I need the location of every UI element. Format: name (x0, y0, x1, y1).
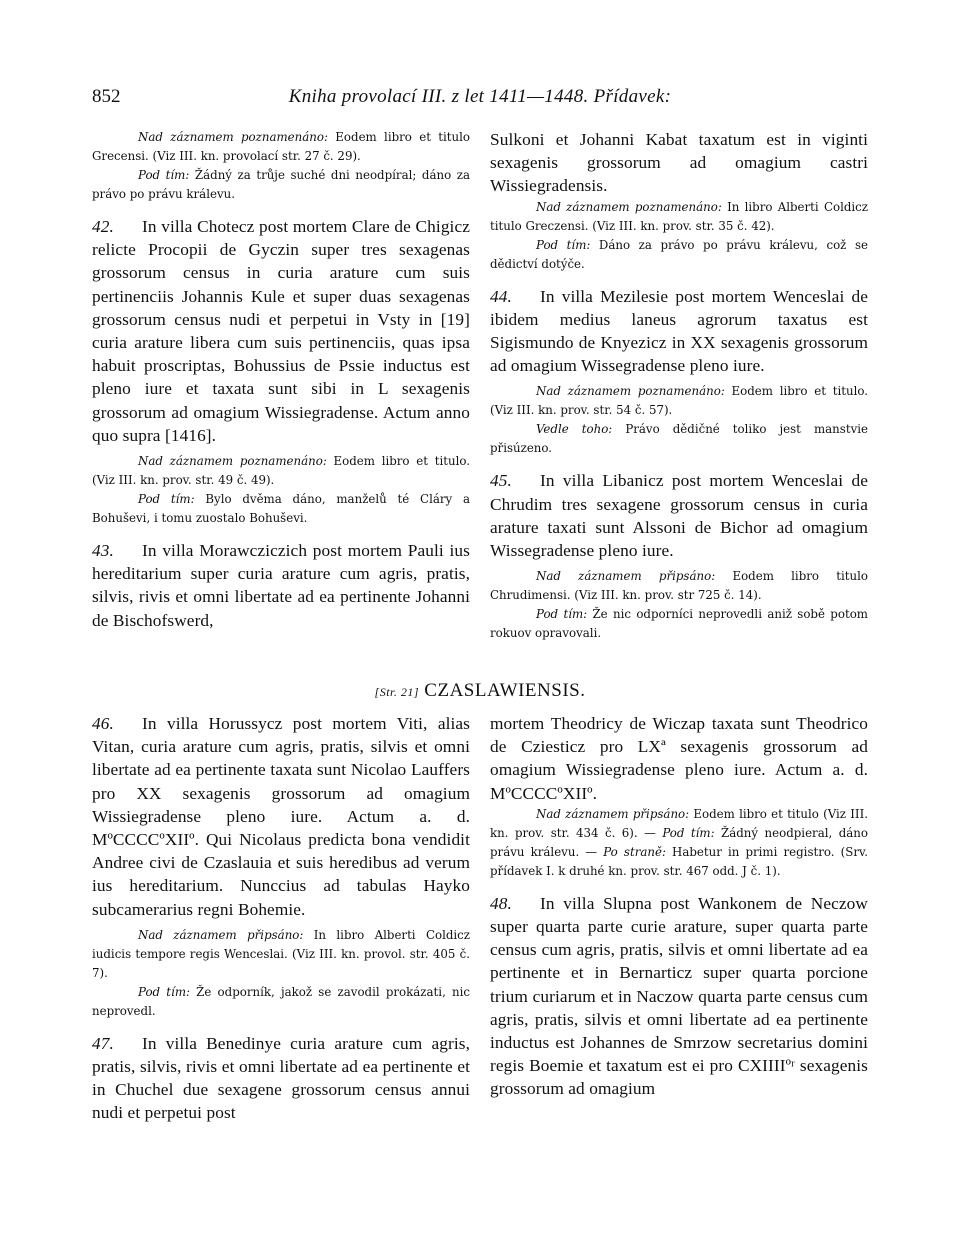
entry-number: 48. (490, 893, 512, 913)
page-number: 852 (92, 86, 121, 107)
note-text: Dáno za právo po právu králevu, což se dědictví dotýče. (490, 237, 868, 271)
footnote (92, 452, 470, 490)
entry-number: 45. (490, 471, 512, 491)
entry-text: In villa Benedinye curia arature cum agris, pratis, silvis, rivis et omni libertate ad ea pertinente et in Chuchel due sexagene grossorum census annui nudi et perpetui post (92, 1033, 470, 1123)
right-column-bottom (490, 712, 868, 1101)
note-text: Žádný neodpieral, dáno právu králevu. — (490, 825, 868, 859)
note-label: Pod tím: (138, 168, 190, 182)
note-label: Pod tím: (138, 984, 190, 999)
entry-number: 47. (92, 1033, 114, 1053)
footnote (92, 166, 470, 204)
entry-text: In villa Morawcziczich post mortem Pauli ius hereditarium super curia arature cum agris, pratis, silvis, rivis et omni libertate ad ea pertinente Johanni de Bischofswerd, (92, 541, 470, 630)
note-label: Nad záznamem poznamenáno: (536, 384, 725, 399)
footnote (490, 567, 868, 605)
footnote (490, 236, 868, 274)
entry-continuation: Sulkoni et Johanni Kabat taxatum est in viginti sexagenis grossorum ad omagium castri Wissiegradensis. (490, 130, 868, 196)
note-label: Pod tím: (536, 607, 588, 622)
section-page-ref: [Str. 21] (374, 685, 420, 699)
note-label: Po straně: (603, 844, 666, 859)
entry-43 (92, 539, 470, 632)
footnote (92, 490, 470, 528)
note-label: Pod tím: (536, 237, 591, 252)
entry-number: 46. (92, 714, 114, 733)
entry-text: In villa Chotecz post mortem Clare de Chigicz relicte Procopii de Gyczin super tres sexagenas grossorum census in curia arature cum suis pertinenciis Johannis Kule et super duas sexagenas grossorum census nudi et perpetui in Vsty in [19] curia arature libera cum suis pertinenciis, quas ipsa habuit proscriptas, Bohussius de Pssie inductus est pleno iure et taxata sunt sibi in L sexagenis grossorum ad omagium Wissiegradense. Actum anno quo supra [1416]. (92, 217, 470, 445)
left-column-bottom (92, 712, 470, 1125)
footnote (490, 805, 868, 881)
entry-number: 44. (490, 286, 512, 306)
entry-text: In villa Slupna post Wankonem de Neczow super quarta parte curie arature, super quarta parte census cum agris, pratis, silvis et omni libertate ad ea pertinente et in Bernarticz super quarta porcione trium curiarum et in Naczow quarta parte census cum agris, pratis, silvis et omni libertate ad ea pertinente inductus est Johannes de Smrzow secretarius domini regis Boemie et taxatum est ei pro CXIIIIºʳ sexagenis grossorum ad omagium (490, 893, 868, 1099)
entry-number: 42. (92, 217, 114, 236)
note-label: Nad záznamem připsáno: (536, 806, 690, 821)
note-label: Nad záznamem poznamenáno: (138, 454, 327, 469)
note-text: In libro Alberti Coldicz titulo Greczensi. (Viz III. kn. prov. str. 35 č. 42). (490, 199, 868, 233)
note-label: Nad záznamem připsáno: (138, 927, 304, 942)
entry-47 (92, 1032, 470, 1125)
entry-44 (490, 285, 868, 378)
left-column-top (92, 128, 470, 632)
note-label: Nad záznamem připsáno: (536, 569, 716, 584)
note-text: Eodem libro et titulo. (Viz III. kn. prov. str. 49 č. 49). (92, 454, 470, 488)
note-label: Pod tím: (662, 825, 715, 840)
note-text: Že nic odporníci neprovedli aniž sobě potom rokuov opravovali. (490, 607, 868, 641)
note-text: Eodem libro titulo Chrudimensi. (Viz III. kn. prov. str 725 č. 14). (490, 569, 869, 603)
section-heading (0, 680, 960, 702)
entry-continuation: mortem Theodricy de Wiczap taxata sunt Theodrico de Cziesticz pro LXª sexagenis grossorum ad omagium Wissiegradense pleno iure. Actum a. d. MºCCCCºXIIº. (490, 714, 868, 803)
footnote (92, 926, 470, 983)
page-header (92, 86, 868, 112)
note-text: Eodem libro et titulo (Viz III. kn. prov. str. 434 č. 6). — (490, 806, 868, 840)
entry-42 (92, 215, 470, 447)
note-text: Právo dědičné toliko jest manstvie přisúzeno. (490, 422, 868, 456)
footnote (92, 983, 470, 1021)
note-text: Habetur in primi registro. (Srv. přídavek I. k druhé kn. prov. str. 467 odd. J č. 1). (490, 844, 868, 878)
entry-number: 43. (92, 541, 114, 561)
note-label: Nad záznamem poznamenáno: (536, 199, 722, 214)
footnote (490, 605, 868, 643)
entry-text: In villa Mezilesie post mortem Wenceslai de ibidem medius laneus agrorum taxatus est Sigismundo de Knyezicz in XX sexagenis grossorum ad omagium Wissegradense pleno iure. (490, 286, 868, 376)
entry-46 (92, 712, 470, 921)
note-label: Vedle toho: (536, 422, 613, 437)
entry-45 (490, 469, 868, 562)
footnote (490, 198, 868, 236)
entry-48 (490, 892, 868, 1101)
note-text: Eodem libro et titulo Grecensi. (Viz III. kn. provolací str. 27 č. 29). (92, 130, 470, 163)
note-text: Eodem libro et titulo. (Viz III. kn. prov. str. 54 č. 57). (490, 384, 868, 418)
footnote (490, 420, 868, 458)
entry-text: In villa Libanicz post mortem Wenceslai de Chrudim tres sexagene grossorum census in curia arature taxati sunt Alssoni de Bichor ad omagium Wissegradense pleno iure. (490, 471, 868, 561)
footnote (490, 382, 868, 420)
note-text: In libro Alberti Coldicz iudicis tempore regis Wenceslai. (Viz III. kn. provol. str. 405 č. 7). (92, 927, 471, 980)
note-label: Pod tím: (138, 492, 195, 507)
running-head: Kniha provolací III. z let 1411—1448. Přídavek: (288, 86, 672, 107)
footnote (92, 128, 470, 166)
note-label: Nad záznamem poznamenáno: (138, 130, 328, 144)
note-text: Žádný za trůje suché dni neodpíral; dáno za právo po právu králevu. (92, 168, 470, 201)
note-text: Bylo dvěma dáno, manželů té Cláry a Bohuševi, i tomu zuostalo Bohuševi. (92, 492, 470, 526)
right-column-top (490, 128, 868, 643)
entry-text: In villa Horussycz post mortem Viti, alias Vitan, curia arature cum agris, pratis, silvis et omni libertate ad ea pertinente taxata sunt Nicolao Lauffers pro XX sexagenis grossorum ad omagium Wissiegradense pleno iure. Actum a. d. MºCCCCºXIIº. Qui Nicolaus predicta bona vendidit Andree civi de Czaslauia et suis heredibus ad verum ius hereditarium. Nunccius ad tabulas Hayko subcamerarius regni Bohemie. (92, 714, 470, 919)
section-title: CZASLAWIENSIS. (424, 680, 586, 701)
note-text: Že odporník, jakož se zavodil prokázati, nic neprovedl. (92, 984, 470, 1018)
